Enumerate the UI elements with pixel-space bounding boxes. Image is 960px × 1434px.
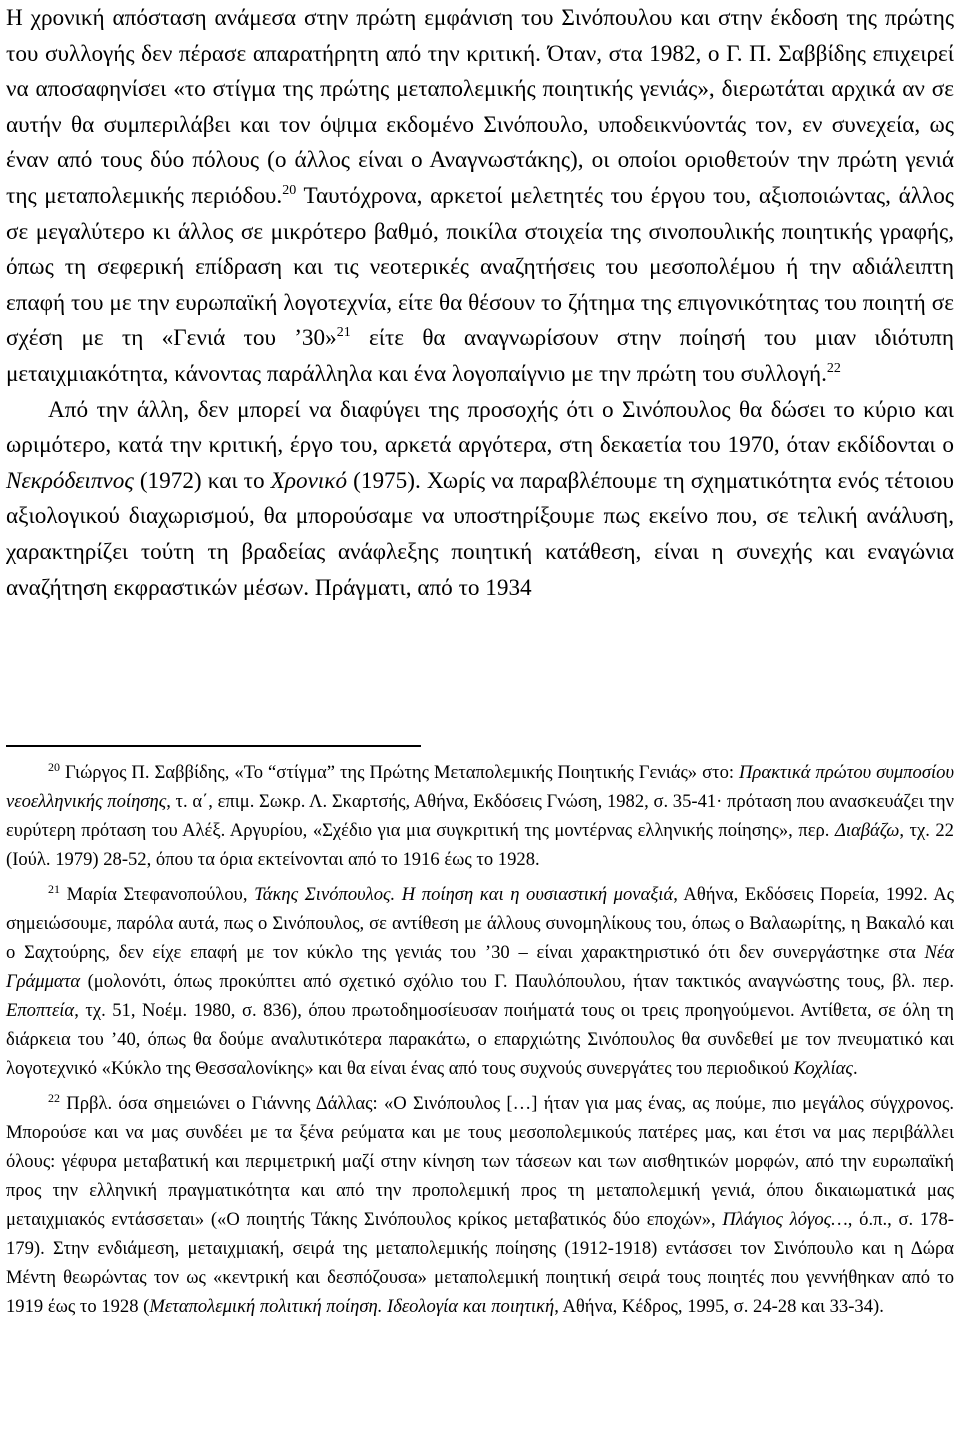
footnote-21: $^{21}$ Μαρία Στεφανοπούλου, Τάκης Σινόπουλος. Η ποίηση και η ουσιαστική μοναξιά, Αθήνα, Εκδόσεις Πορεία, 1992. Ας σημειώσουμε, παρόλα αυτά, πως ο Σινόπουλος, σε αντίθεση με άλλους συνομηλίκους του, όπως ο Βαλαωρίτης, η Βακαλό και ο Σαχτούρης, δεν είχε επαφή με τον κύκλο της γενιάς του ’30 – είναι χαρακτηριστικό ότι δεν συνεργάστηκε στα Νέα Γράμματα (μολονότι, όπως προκύπτει από σχετικό σχόλιο του Γ. Παυλόπουλου, ήταν τακτικός αναγνώστης τους, βλ. περ. Εποπτεία, τχ. 51, Νοέμ. 1980, σ. 836), όπου πρωτοδημοσίευσαν ποιήματά τους οι τρεις προηγούμενοι. Αντίθετα, σε όλη τη διάρκεια του ’40, όπως θα δούμε αναλυτικότερα παρακάτω, ο επαρχιώτης Σινόπουλος θα συνδεθεί με τον πνευματικό και λογοτεχνικό «Κύκλο της Θεσσαλονίκης» και θα είναι ένας από τους συχνούς συνεργάτες του περιοδικού Κοχλίας. <box>6 882 954 1079</box>
footnote-ref-22[interactable]: 22 <box>826 360 841 376</box>
title-nekrodeipnos: Νεκρόδειπνος <box>6 467 134 494</box>
paragraph-2: Από την άλλη, δεν μπορεί να διαφύγει της προσοχής ότι ο Σινόπουλος θα δώσει το κύριο και ωριμότερο, κατά την κριτική, έργο του, αρκετά αργότερα, στη δεκαετία του 1970, όταν εκδίδονται ο Νεκρόδειπνος (1972) και το Χρονικό (1975). Χωρίς να παραβλέπουμε τη σχηματικότητα ενός τέτοιου αξιολογικού διαχωρισμού, θα μπορούσαμε να υποστηρίξουμε πως εκείνο που, σε τελική ανάλυση, χαρακτηρίζει τούτη τη βραδείας ανάφλεξης ποιητική κατάθεση, είναι η συνεχής και εναγώνια αναζήτηση εκφραστικών μέσων. Πράγματι, από το 1934 <box>6 396 954 601</box>
footnote-number: 20 <box>48 760 60 774</box>
footnote-number: 22 <box>48 1091 60 1105</box>
footnote-20: $^{20}$ Γιώργος Π. Σαββίδης, «Το “στίγμα” της Πρώτης Μεταπολεμικής Ποιητικής Γενιάς» στο: Πρακτικά πρώτου συμποσίου νεοελληνικής ποίησης, τ. α΄, επιμ. Σωκρ. Λ. Σκαρτσής, Αθήνα, Εκδόσεις Γνώση, 1982, σ. 35-41· πρόταση που ανασκευάζει την ευρύτερη πρόταση του Αλέξ. Αργυρίου, «Σχέδιο για μια συγκριτική της μοντέρνας ελληνικής ποίησης», περ. Διαβάζω, τχ. 22 (Ιούλ. 1979) 28-52, όπου τα όρια εκτείνονται από το 1916 έως το 1928. <box>6 760 954 870</box>
main-body-text <box>6 0 954 606</box>
footnote-22: $^{22}$ Πρβλ. όσα σημειώνει ο Γιάννης Δάλλας: «Ο Σινόπουλος […] ήταν για μας ένας, ας πούμε, πιο μεγάλος σύγχρονος. Μπορούσε και να μας συνδέει με τα ξένα ρεύματα και με τους μεσοπολεμικούς πατέρες μας, και έτσι να μας περιβάλλει όλους: γέφυρα μεταβατική και περιμετρική μαζί στην κίνηση των τάσεων και των αισθητικών μορφών, από την ευρωπαϊκή προς την ελληνική πραγματικότητα και από την προπολεμική προς τη μεταπολεμική γενιά, όπου δικαιωματικά μας μεταιχμιακός εντάσσεται» («Ο ποιητής Τάκης Σινόπουλος κρίκος μεταβατικός δύο εποχών», Πλάγιος λόγος…, ό.π., σ. 178-179). Στην ενδιάμεση, μεταιχμιακή, σειρά της μεταπολεμικής ποίησης (1912-1918) εντάσσει τον Σινόπουλο και η Δώρα Μέντη θεωρώντας τον ως «κεντρική και δεσπόζουσα» μεταπολεμική ποιητική σειρά τους ποιητές που γεννήθηκαν από το 1919 έως το 1928 (Μεταπολεμική πολιτική ποίηση. Ιδεολογία και ποιητική, Αθήνα, Κέδρος, 1995, σ. 24-28 και 33-34). <box>6 1091 955 1317</box>
footnote-number: 21 <box>48 882 60 896</box>
footnote-separator <box>6 745 421 747</box>
footnote-ref-20[interactable]: 20 <box>282 182 297 198</box>
document-page <box>6 0 955 1317</box>
footnote-ref-21[interactable]: 21 <box>336 325 351 341</box>
footnotes-section <box>6 758 954 1327</box>
paragraph-1: Η χρονική απόσταση ανάμεσα στην πρώτη εμφάνιση του Σινόπουλου και στην έκδοση της πρώτης του συλλογής δεν πέρασε απαρατήρητη από την κριτική. Όταν, στα 1982, ο Γ. Π. Σαββίδης επιχειρεί να αποσαφηνίσει «το στίγμα της πρώτης μεταπολεμικής ποιητικής γενιάς», διερωτάται αρχικά αν σε αυτήν θα συμπεριλάβει και τον όψιμα εκδομένο Σινόπουλο, υποδεικνύοντάς τον, εν συνεχεία, ως έναν από τους δύο πόλους (ο άλλος είναι ο Αναγνωστάκης), οι οποίοι οριοθετούν την πρώτη γενιά της μεταπολεμικής περιόδου.$^{20}$ Ταυτόχρονα, αρκετοί μελετητές του έργου του, αξιοποιώντας, άλλος σε μεγαλύτερο κι άλλος σε μικρότερο βαθμό, ποικίλα στοιχεία της σινοπουλικής ποιητικής γραφής, όπως τη σεφερική επίδραση και τις νεοτερικές αναζητήσεις του μεσοπολέμου ή την αδιάλειπτη επαφή του με την ευρωπαϊκή λογοτεχνία, είτε θα θέσουν το ζήτημα της επιγονικότητας του ποιητή σε σχέση με τη «Γενιά του ’30»$^{21}$ είτε θα αναγνωρίσουν στην ποίησή του μιαν ιδιότυπη μεταιχμιακότητα, κάνοντας παράλληλα και ένα λογοπαίγνιο με την πρώτη του συλλογή.$^{22}$ <box>6 5 954 387</box>
title-chroniko: Χρονικό <box>270 467 348 494</box>
